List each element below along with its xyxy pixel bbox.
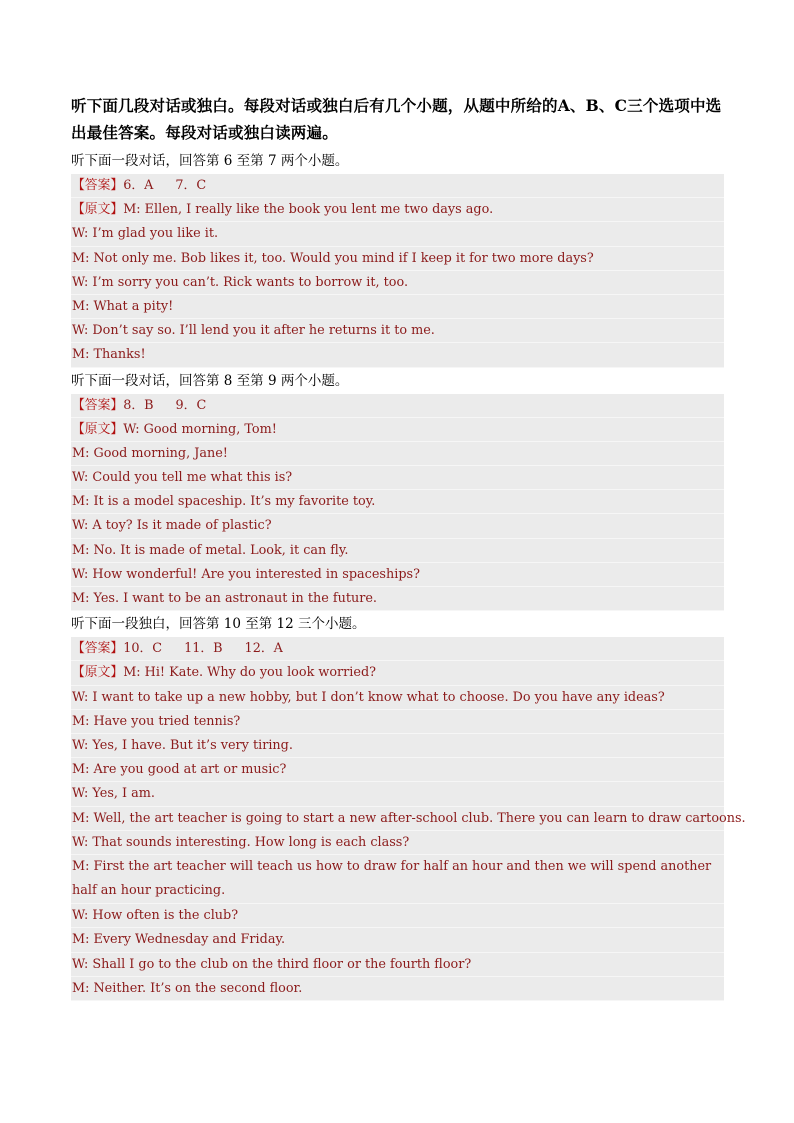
answer-item: 8．B — [123, 397, 154, 413]
section-heading: 听下面几段对话或独白。每段对话或独白后有几个小题，从题中所给的A、B、C三个选项中选出最佳答案。每段对话或独白读两遍。 — [71, 96, 722, 142]
original-tag: 【原文】 — [72, 665, 124, 681]
transcript-line: W: I’m glad you like it. — [71, 222, 724, 246]
transcript-line: W: How often is the club? — [71, 904, 724, 928]
transcript-line: W: I want to take up a new hobby, but I don’t know what to choose. Do you have any ideas? — [71, 686, 724, 710]
transcript-line — [71, 661, 724, 685]
answer-block — [71, 174, 724, 368]
transcript-line: W: Yes, I have. But it’s very tiring. — [71, 734, 724, 758]
answer-block — [71, 394, 724, 612]
transcript-line: M: Have you tried tennis? — [71, 710, 724, 734]
answer-line — [71, 174, 724, 198]
answer-item: 11．B — [184, 641, 223, 657]
answer-item: 10．C — [123, 641, 163, 657]
section-intro: 听下面一段对话，回答第 8 至第 9 两个小题。 — [71, 372, 349, 389]
answer-item: 12．A — [244, 641, 283, 657]
transcript-line: W: Shall I go to the club on the third floor or the fourth floor? — [71, 953, 724, 977]
transcript-line: M: Good morning, Jane! — [71, 442, 724, 466]
transcript-line: W: Don’t say so. I’ll lend you it after he returns it to me. — [71, 319, 724, 343]
answer-item: 9．C — [175, 397, 207, 413]
transcript-line: W: Could you tell me what this is? — [71, 466, 724, 490]
transcript-line — [71, 198, 724, 222]
transcript-line: M: Every Wednesday and Friday. — [71, 928, 724, 952]
answer-tag: 【答案】 — [72, 397, 124, 413]
transcript-line: M: No. It is made of metal. Look, it can fly. — [71, 539, 724, 563]
transcript-line: W: I’m sorry you can’t. Rick wants to borrow it, too. — [71, 271, 724, 295]
answer-line — [71, 394, 724, 418]
transcript-line: W: Yes, I am. — [71, 782, 724, 806]
answer-item: 7．C — [175, 178, 207, 193]
answer-item: 6．A — [123, 178, 154, 193]
transcript-line — [71, 418, 724, 442]
transcript-line: M: Thanks! — [71, 343, 724, 367]
document-page — [71, 92, 746, 1001]
answer-tag: 【答案】 — [72, 178, 124, 193]
section-intro: 听下面一段独白，回答第 10 至第 12 三个小题。 — [71, 616, 366, 633]
answer-tag: 【答案】 — [72, 641, 124, 657]
transcript-text: M: Ellen, I really like the book you lent me two days ago. — [123, 202, 494, 218]
answer-line — [71, 637, 724, 661]
original-tag: 【原文】 — [72, 202, 124, 218]
transcript-line: W: That sounds interesting. How long is each class? — [71, 831, 724, 855]
transcript-line: M: Neither. It’s on the second floor. — [71, 977, 724, 1001]
transcript-line: M: Well, the art teacher is going to start a new after-school club. There you can learn to draw cartoons. — [71, 807, 724, 831]
transcript-line: M: First the art teacher will teach us how to draw for half an hour and then we will spend another half an hour practicing. — [71, 855, 724, 904]
transcript-line: M: It is a model spaceship. It’s my favorite toy. — [71, 490, 724, 514]
transcript-text: W: Good morning, Tom! — [123, 421, 277, 437]
transcript-line: W: How wonderful! Are you interested in spaceships? — [71, 563, 724, 587]
original-tag: 【原文】 — [72, 421, 124, 437]
answer-block — [71, 637, 746, 1001]
transcript-text: M: Hi! Kate. Why do you look worried? — [123, 665, 377, 681]
transcript-line: M: Are you good at art or music? — [71, 758, 724, 782]
transcript-line: M: Yes. I want to be an astronaut in the future. — [71, 587, 724, 611]
section-intro: 听下面一段对话，回答第 6 至第 7 两个小题。 — [71, 153, 349, 169]
transcript-line: M: Not only me. Bob likes it, too. Would you mind if I keep it for two more days? — [71, 247, 724, 271]
transcript-line: M: What a pity! — [71, 295, 724, 319]
transcript-line: W: A toy? Is it made of plastic? — [71, 514, 724, 538]
